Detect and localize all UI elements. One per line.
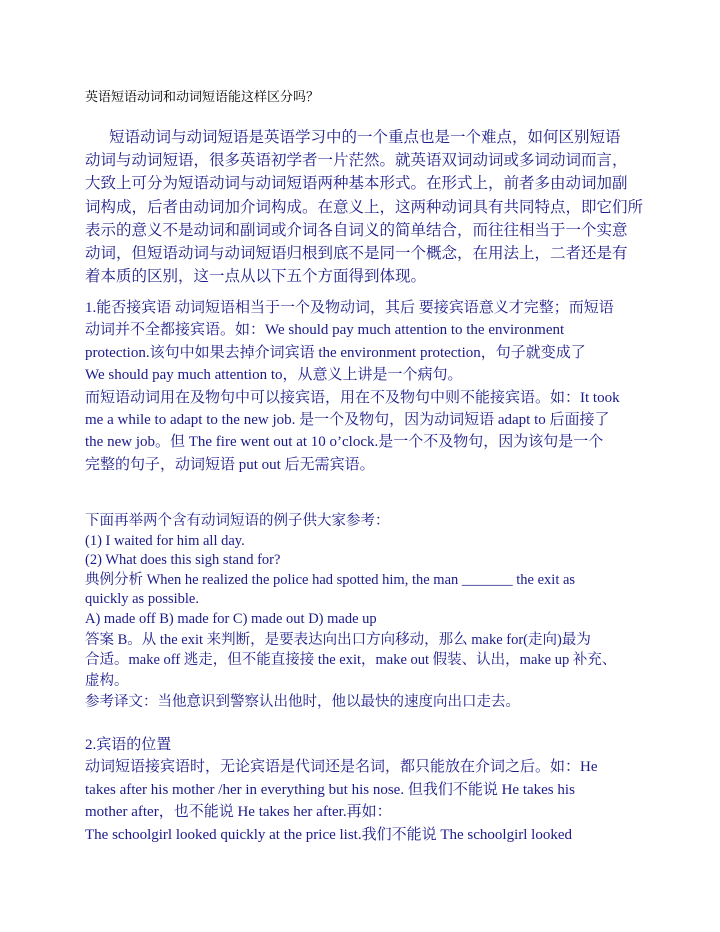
examples-paragraph	[85, 512, 645, 713]
text-line: 答案 B。从 the exit 来判断，是要表达向出口方向移动，那么 make for(走向)最为	[85, 631, 591, 648]
text-line: the new job。但 The fire went out at 10 o’clock.是一个不及物句，因为该句是一个	[85, 434, 604, 451]
section-2-paragraph	[85, 734, 645, 846]
text-line: 而短语动词用在及物句中可以接宾语，用在不及物句中则不能接宾语。如：It took	[85, 389, 620, 406]
text-line: (2) What does this sigh stand for?	[85, 552, 281, 569]
text-line: 大致上可分为短语动词与动词短语两种基本形式。在形式上，前者多由动词加副	[85, 175, 628, 193]
text-line: (1) I waited for him all day.	[85, 532, 245, 549]
text-line: 1.能否接宾语 动词短语相当于一个及物动词，其后 要接宾语意义才完整；而短语	[85, 300, 614, 316]
text-line: 着本质的区别，这一点从以下五个方面得到体现。	[85, 268, 427, 286]
document-title: 英语短语动词和动词短语能这样区分吗？	[85, 89, 320, 104]
text-line: 合适。make off 逃走，但不能直接接 the exit，make out 假装、认出，make up 补充、	[85, 652, 617, 669]
text-line: A) made off B) made for C) made out D) made up	[85, 610, 377, 627]
text-line: 参考译文：当他意识到警察认出他时，他以最快的速度向出口走去。	[85, 693, 520, 710]
text-line: protection.该句中如果去掉介词宾语 the environment protection，句子就变成了	[85, 344, 586, 361]
text-line: We should pay much attention to，从意义上讲是一个病句。	[85, 367, 463, 384]
text-line: 完整的句子，动词短语 put out 后无需宾语。	[85, 456, 375, 473]
text-line: 动词与动词短语，很多英语初学者一片茫然。就英语双词动词或多词动词而言，	[85, 152, 628, 170]
text-line: 动词短语接宾语时，无论宾语是代词还是名词，都只能放在介词之后。如：He	[85, 759, 598, 776]
intro-paragraph	[85, 126, 645, 288]
text-line: 词构成，后者由动词加介词构成。在意义上，这两种动词具有共同特点，即它们所	[85, 198, 644, 216]
text-line: takes after his mother /her in everything but his nose. 但我们不能说 He takes his	[85, 781, 575, 798]
text-line: 2.宾语的位置	[85, 737, 172, 753]
text-line: me a while to adapt to the new job. 是一个及物句，因为动词短语 adapt to 后面接了	[85, 412, 610, 429]
text-line: 典例分析 When he realized the police had spotted him, the man _______ the exit as	[85, 571, 576, 588]
text-line: 短语动词与动词短语是英语学习中的一个重点也是一个难点，如何区别短语	[109, 129, 621, 146]
section-1-paragraph	[85, 297, 645, 476]
text-line: 虚构。	[85, 673, 129, 690]
text-line: 动词，但短语动词与动词短语归根到底不是同一个概念，在用法上，二者还是有	[85, 245, 628, 263]
text-line: 表示的意义不是动词和副词或介词各自词义的简单结合，而往往相当于一个实意	[85, 221, 628, 239]
text-line: quickly as possible.	[85, 591, 199, 608]
text-line: 动词并不全都接宾语。如：We should pay much attention to the environment	[85, 322, 565, 339]
text-line: mother after，也不能说 He takes her after.再如：	[85, 804, 392, 821]
text-line: 下面再举两个含有动词短语的例子供大家参考：	[85, 513, 390, 529]
text-line: The schoolgirl looked quickly at the price list.我们不能说 The schoolgirl looked	[85, 826, 572, 843]
